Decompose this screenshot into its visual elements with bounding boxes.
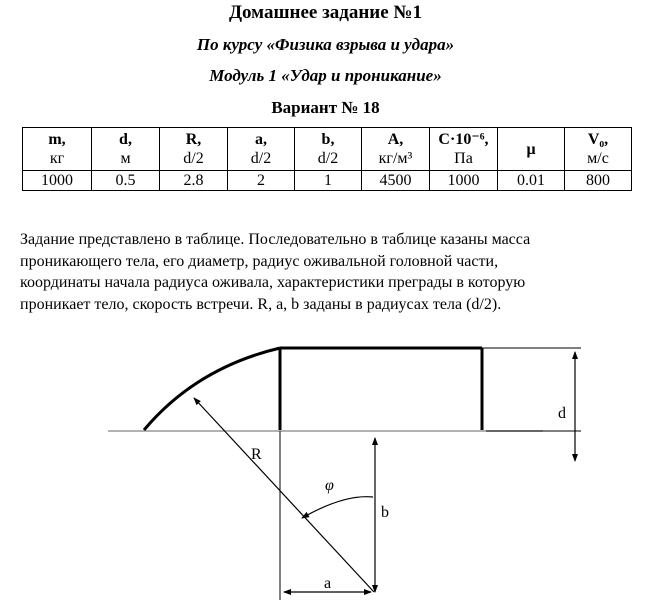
- table-cell: 800: [565, 171, 632, 191]
- radius-label: R: [251, 446, 262, 463]
- table-cell: 1: [295, 171, 362, 191]
- page-title: Домашнее задание №1: [228, 2, 423, 23]
- a-label: a: [324, 575, 332, 592]
- column-header: C·10⁻⁶, Па: [430, 128, 498, 171]
- b-label: b: [381, 504, 389, 521]
- projectile-diagram: [0, 330, 651, 604]
- table-row: [23, 171, 632, 191]
- table-cell: 2.8: [160, 171, 228, 191]
- description-line: проникающего тела, его диаметр, радиус оживальной головной части,: [20, 252, 499, 270]
- column-header: μ: [498, 128, 565, 171]
- description-line: координаты начала радиуса оживала, характеристики преграды в которую: [20, 274, 526, 291]
- radius-arrow: [194, 398, 374, 592]
- angle-label: φ: [325, 477, 334, 494]
- table-cell: 1000: [430, 171, 498, 191]
- column-header: a, d/2: [228, 128, 295, 171]
- parameters-table: [22, 127, 632, 191]
- table-cell: 0.01: [498, 171, 565, 191]
- d-label: d: [558, 405, 566, 422]
- column-header: R, d/2: [160, 128, 228, 171]
- column-header: b, d/2: [295, 128, 362, 171]
- variant-heading: Вариант № 18: [271, 98, 380, 117]
- column-header: d, м: [92, 128, 160, 171]
- column-header: A, кг/м³: [362, 128, 430, 171]
- table-cell: 4500: [362, 171, 430, 191]
- course-subtitle: По курсу «Физика взрыва и удара»: [196, 35, 455, 54]
- description-line: Задание представлено в таблице. Последовательно в таблице казаны масса: [20, 231, 531, 248]
- module-subtitle: Модуль 1 «Удар и проникание»: [209, 66, 442, 85]
- column-header: m, кг: [23, 128, 92, 171]
- angle-arc: [302, 497, 373, 518]
- table-cell: 2: [228, 171, 295, 191]
- description-line: проникает тело, скорость встречи. R, a, b заданы в радиусах тела (d/2).: [20, 295, 502, 313]
- table-cell: 1000: [23, 171, 92, 191]
- table-header-row: [23, 128, 632, 171]
- column-header: V₀, м/с: [565, 128, 632, 171]
- table-cell: 0.5: [92, 171, 160, 191]
- task-description: [20, 229, 632, 315]
